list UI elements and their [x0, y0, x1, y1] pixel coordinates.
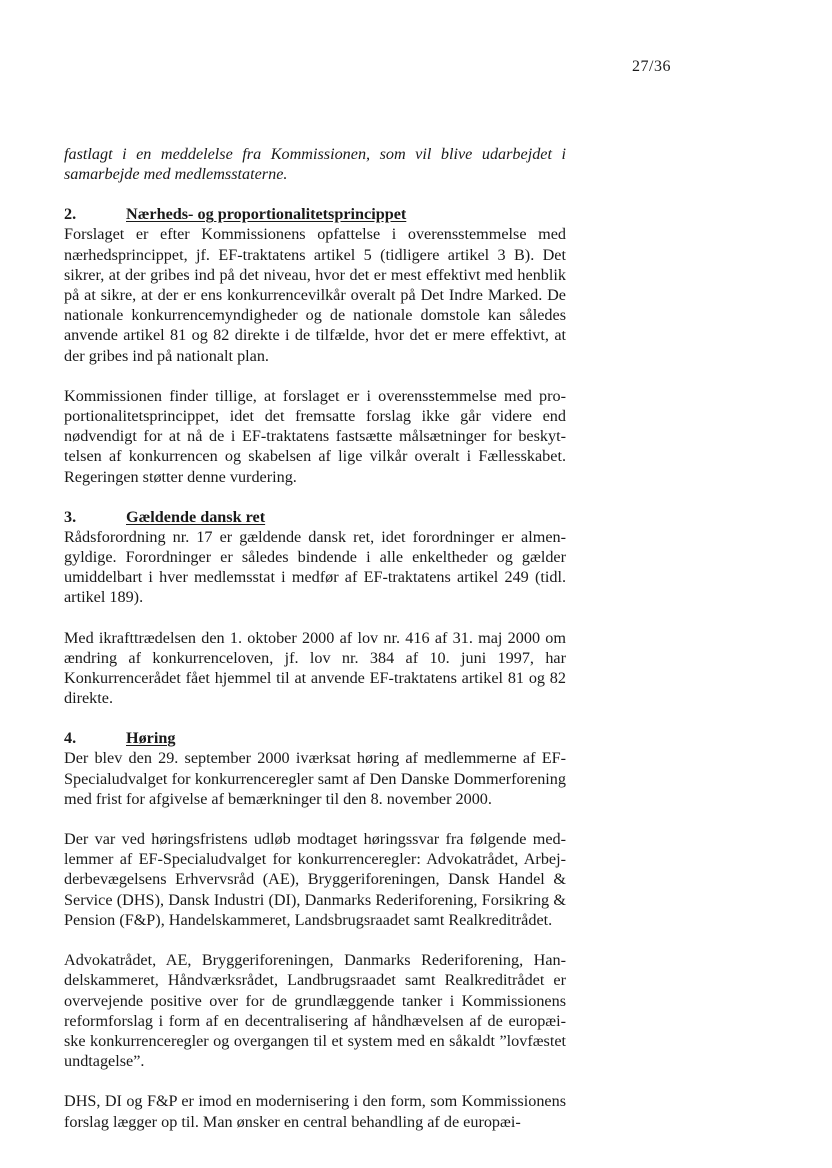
spacer: [64, 809, 566, 829]
spacer: [64, 487, 566, 507]
intro-paragraph: fastlagt i en meddelelse fra Kommissionen, som vil blive udarbejdet i samarbejde med medlemsstaterne.: [64, 145, 566, 184]
page-number: 27/36: [632, 58, 671, 75]
spacer: [64, 184, 566, 204]
paragraph: Kommissionen finder tillige, at forslaget er i overensstemmelse med proportionalitetsprincippet, idet det fremsatte forslag ikke går videre end nødvendigt for at nå de i EF-traktatens fastsætte målsætninger for beskyttelsen af konkurrencen og skabelsen af lige vilkår overalt i Fællesskabet. Regeringen støtter denne vurdering.: [64, 386, 566, 486]
section-heading: [64, 204, 566, 224]
spacer: [64, 608, 566, 628]
section-heading: [64, 728, 566, 748]
spacer: [64, 366, 566, 386]
paragraph: Der var ved høringsfristens udløb modtaget høringssvar fra følgende medlemmer af EF-Specialudvalget for konkurrenceregler: Advokatrådet, Arbejderbevægelsens Erhvervsråd (AE), Bryggeriforeningen, Dansk Handel & Service (DHS), Dansk Industri (DI), Danmarks Rederiforening, Forsikring & Pension (F&P), Handelskammeret, Landsbrugsraadet samt Realkreditrådet.: [64, 830, 566, 929]
section-number: 4.: [64, 729, 77, 748]
spacer: [64, 1071, 566, 1091]
paragraph: Forslaget er efter Kommissionens opfattelse i overensstemmelse med nærhedsprincippet, jf. EF-traktatens artikel 5 (tidligere artikel 3 B). Det sikrer, at der gribes ind på det niveau, hvor det er mest effektivt med henblik på at sikre, at der er ens konkurrencevilkår overalt på Det Indre Marked. De nationale konkurrencemyndigheder og de nationale domstole kan således anvende artikel 81 og 82 direkte i de tilfælde, hvor det er mere effektivt, at der gribes ind på nationalt plan.: [64, 225, 566, 365]
section-number: 3.: [64, 507, 77, 526]
spacer: [64, 930, 566, 950]
spacer: [64, 708, 566, 728]
section-title: Gældende dansk ret: [126, 507, 266, 526]
section-heading: [64, 507, 566, 527]
paragraph: Med ikrafttrædelsen den 1. oktober 2000 af lov nr. 416 af 31. maj 2000 om ændring af konkurrenceloven, jf. lov nr. 384 af 10. juni 1997, har Konkurrencerådet fået hjemmel til at anvende EF-traktatens artikel 81 og 82 direkte.: [64, 628, 566, 708]
section-title: Nærheds- og proportionalitetsprincippet: [126, 205, 407, 224]
paragraph: DHS, DI og F&P er imod en modernisering i den form, som Kommissionens forslag lægger op til. Man ønsker en central behandling af de europæi-: [64, 1092, 566, 1131]
paragraph: Der blev den 29. september 2000 iværksat høring af medlemmerne af EF-Specialudvalget for konkurrenceregler samt af Den Danske Dommerforening med frist for afgivelse af bemærkninger til den 8. november 2000.: [64, 749, 566, 808]
paragraph: Rådsforordning nr. 17 er gældende dansk ret, idet forordninger er almengyldige. Forordninger er således bindende i alle enkeltheder og gælder umiddelbart i hver medlemsstat i medfør af EF-traktatens artikel 249 (tidl. artikel 189).: [64, 527, 566, 607]
section-number: 2.: [64, 205, 77, 224]
section-title: Høring: [126, 729, 176, 748]
paragraph: Advokatrådet, AE, Bryggeriforeningen, Danmarks Rederiforening, Handelskammeret, Håndværksrådet, Landbrugsraadet samt Realkreditrådet er overvejende positive over for de grundlæggende tanker i Kommissionens reformforslag i form af en decentralisering af håndhævelsen af de europæiske konkurrenceregler og overgangen til et system med en såkaldt ”lovfæstet undtagelse”.: [64, 951, 566, 1071]
document-body: [64, 144, 566, 1132]
